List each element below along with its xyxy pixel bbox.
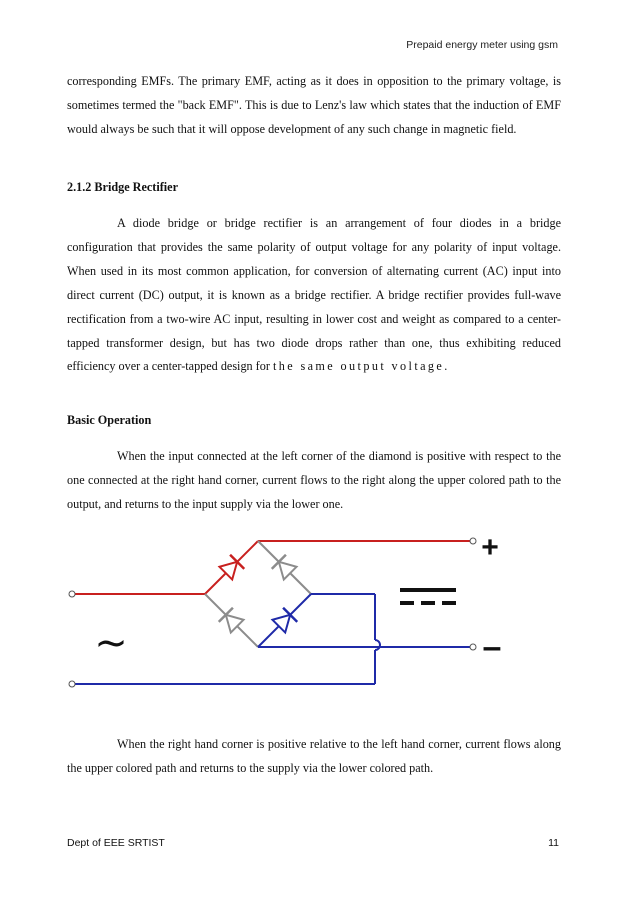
paragraph-bridge-rectifier-tail: the same output voltage.: [272, 359, 450, 374]
ac-terminal-bottom: [69, 681, 75, 687]
paragraph-basic-operation: When the input connected at the left corner of the diamond is positive with respect to the one connected at the right hand corner, current flows to the right along the upper colored path to the output, and returns to the input supply via the lower one.: [67, 449, 561, 511]
paragraph-lenz-law: corresponding EMFs. The primary EMF, acting as it does in opposition to the primary voltage, is sometimes termed the "back EMF". This is due to Lenz's law which states that the induction of EMF would always be such that it will oppose development of any such change in magnetic field.: [67, 74, 561, 136]
ac-symbol: ~: [94, 620, 128, 666]
paragraph-bridge-rectifier: [67, 212, 561, 379]
minus-symbol: –: [482, 628, 502, 666]
plus-symbol: +: [481, 531, 499, 564]
ac-terminal-top: [69, 591, 75, 597]
wire-crossover-hop: [375, 640, 380, 650]
running-header: Prepaid energy meter using gsm: [406, 39, 558, 51]
footer-page-number: 11: [548, 837, 559, 849]
footer-department: Dept of EEE SRTIST: [67, 837, 165, 849]
dc-terminal-negative: [470, 644, 476, 650]
dc-symbol: [400, 590, 456, 603]
paragraph-bridge-rectifier-text: A diode bridge or bridge rectifier is an arrangement of four diodes in a bridge configuration that provides the same polarity of output voltage for any polarity of input voltage. When used in its most common application, for conversion of alternating current (AC) input into direct current (DC) output, it is known as a bridge rectifier. A bridge rectifier provides full-wave rectification from a two-wire AC input, resulting in lower cost and weight as compared to a center-tapped transformer design, but has two diode drops rather than one, thus exhibiting reduced efficiency over a center-tapped design for: [67, 216, 561, 374]
bridge-rectifier-diagram: [0, 520, 638, 700]
section-heading-bridge-rectifier: 2.1.2 Bridge Rectifier: [67, 180, 179, 194]
dc-terminal-positive: [470, 538, 476, 544]
paragraph-reverse-polarity: When the right hand corner is positive relative to the left hand corner, current flows along the upper colored path and returns to the supply via the lower colored path.: [67, 737, 561, 775]
section-heading-basic-operation: Basic Operation: [67, 413, 152, 427]
